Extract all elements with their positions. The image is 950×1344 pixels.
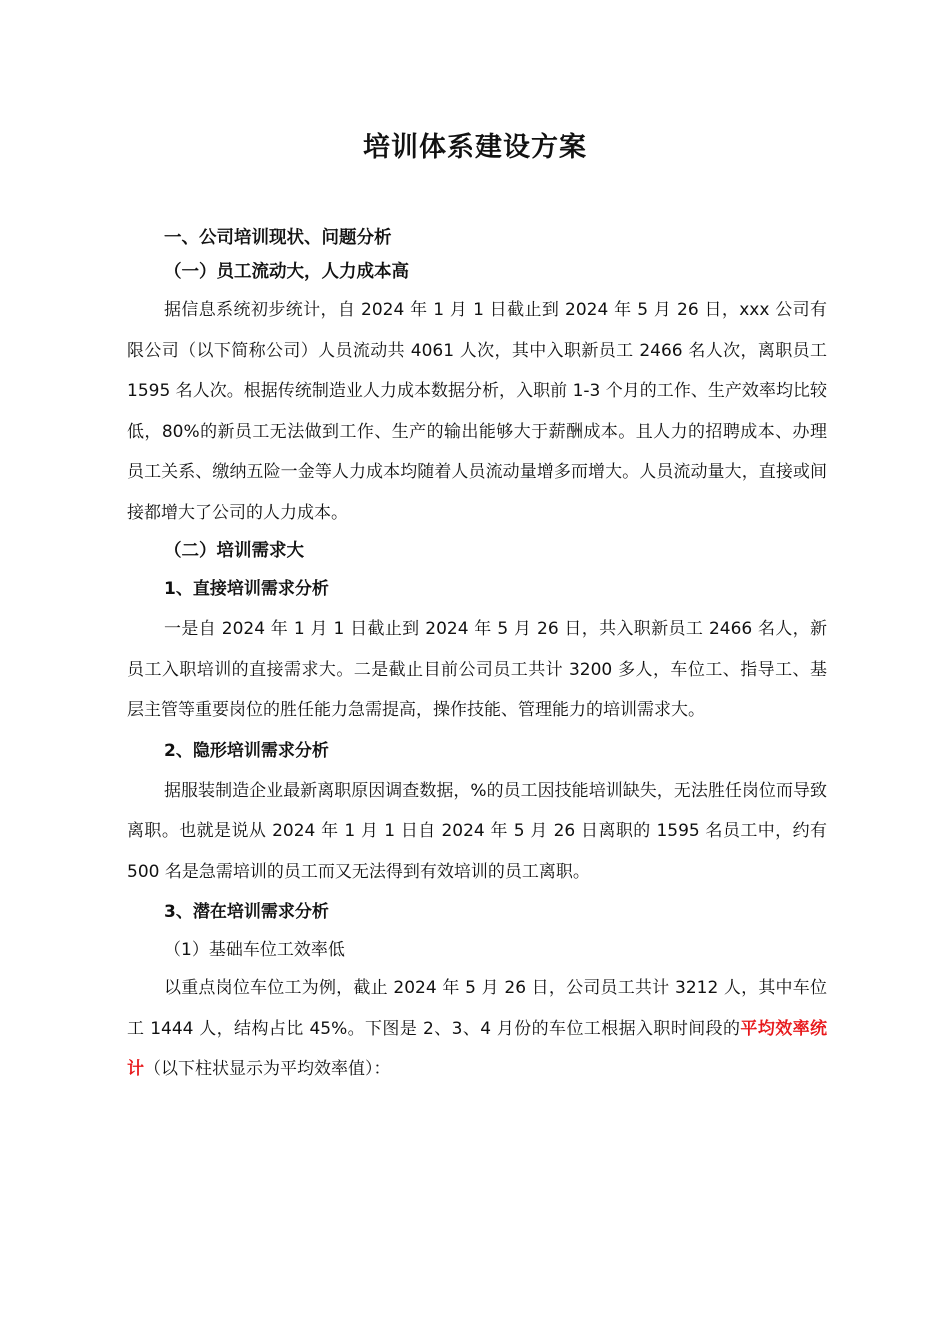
paragraph: 据服装制造企业最新离职原因调查数据，%的员工因技能培训缺失，无法胜任岗位而导致离职。也就是说从 2024 年 1 月 1 日自 2024 年 5 月 26 日离职的 1595 名员工中，约有 500 名是急需培训的员工而又无法得到有效培训的员工离职。	[127, 780, 827, 882]
document-title: 培训体系建设方案	[363, 132, 587, 163]
item-heading: 2、隐形培训需求分析	[164, 740, 329, 761]
paragraph-text: 以重点岗位车位工为例，截止 2024 年 5 月 26 日，公司员工共计 3212 人，其中车位工 1444 人，结构占比 45%。下图是 2、3、4 月份的车位工根据入职时间段的	[127, 978, 827, 1039]
paragraph	[127, 968, 827, 1090]
subsection-heading: （二）培训需求大	[164, 541, 304, 561]
sub-item-heading: （1）基础车位工效率低	[164, 940, 345, 960]
paragraph-text: （以下柱状显示为平均效率值）：	[144, 1059, 391, 1079]
paragraph: 据信息系统初步统计，自 2024 年 1 月 1 日截止到 2024 年 5 月 26 日，xxx 公司有限公司（以下简称公司）人员流动共 4061 人次，其中入职新员工 2466 名人次，离职员工 1595 名人次。根据传统制造业人力成本数据分析，入职前 1-3 个月的工作、生产效率均比较低，80%的新员工无法做到工作、生产的输出能够大于薪酬成本。且人力的招聘成本、办理员工关系、缴纳五险一金等人力成本均随着人员流动量增多而增大。人员流动量大，直接或间接都增大了公司的人力成本。	[127, 300, 827, 523]
subsection-heading: （一）员工流动大，人力成本高	[164, 262, 409, 282]
item-heading: 3、潜在培训需求分析	[164, 902, 329, 922]
section-heading: 一、公司培训现状、问题分析	[164, 228, 392, 248]
paragraph: 一是自 2024 年 1 月 1 日截止到 2024 年 5 月 26 日，共入职新员工 2466 名人，新员工入职培训的直接需求大。二是截止目前公司员工共计 3200 多人，车位工、指导工、基层主管等重要岗位的胜任能力急需提高，操作技能、管理能力的培训需求大。	[127, 619, 827, 720]
item-heading: 1、直接培训需求分析	[164, 579, 329, 599]
document-body	[127, 222, 827, 1090]
highlighted-text: 平均效率统计	[127, 1018, 828, 1079]
